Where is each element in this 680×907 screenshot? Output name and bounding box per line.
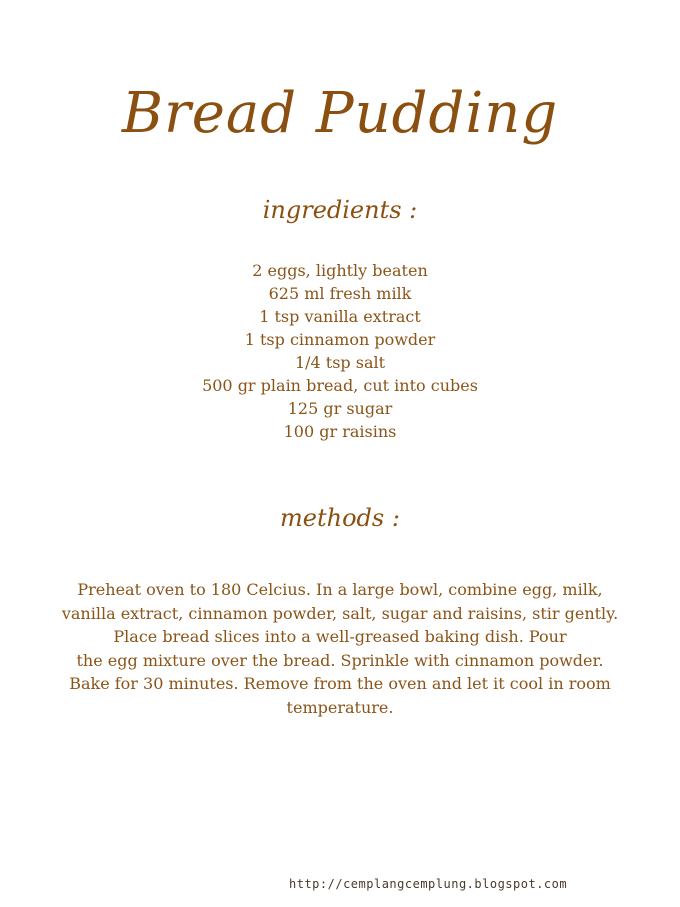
method-line: vanilla extract, cinnamon powder, salt, sugar and raisins, stir gently. (61, 603, 619, 623)
ingredient-item: 625 ml fresh milk (268, 284, 412, 303)
ingredient-list (0, 259, 680, 443)
method-line: Place bread slices into a well-greased baking dish. Pour (113, 627, 567, 646)
ingredient-item: 1 tsp cinnamon powder (244, 330, 436, 349)
method-line: temperature. (286, 697, 394, 717)
ingredient-item: 1 tsp vanilla extract (259, 307, 421, 326)
ingredient-item: 2 eggs, lightly beaten (252, 261, 428, 280)
page-title: Bread Pudding (121, 80, 559, 146)
methods-heading: methods : (280, 504, 400, 532)
ingredient-item: 1/4 tsp salt (294, 353, 386, 372)
method-line: Bake for 30 minutes. Remove from the oven and let it cool in room (69, 674, 611, 693)
ingredient-item: 500 gr plain bread, cut into cubes (202, 376, 478, 395)
method-line: Preheat oven to 180 Celcius. In a large bowl, combine egg, milk, (77, 580, 603, 599)
ingredients-heading: ingredients : (262, 196, 418, 224)
footer-url[interactable]: http://cemplangcemplung.blogspot.com (289, 877, 568, 891)
ingredient-item: 125 gr sugar (287, 399, 393, 418)
method-text (0, 578, 680, 719)
ingredient-item: 100 gr raisins (283, 422, 397, 441)
method-line: the egg mixture over the bread. Sprinkle with cinnamon powder. (76, 650, 604, 670)
